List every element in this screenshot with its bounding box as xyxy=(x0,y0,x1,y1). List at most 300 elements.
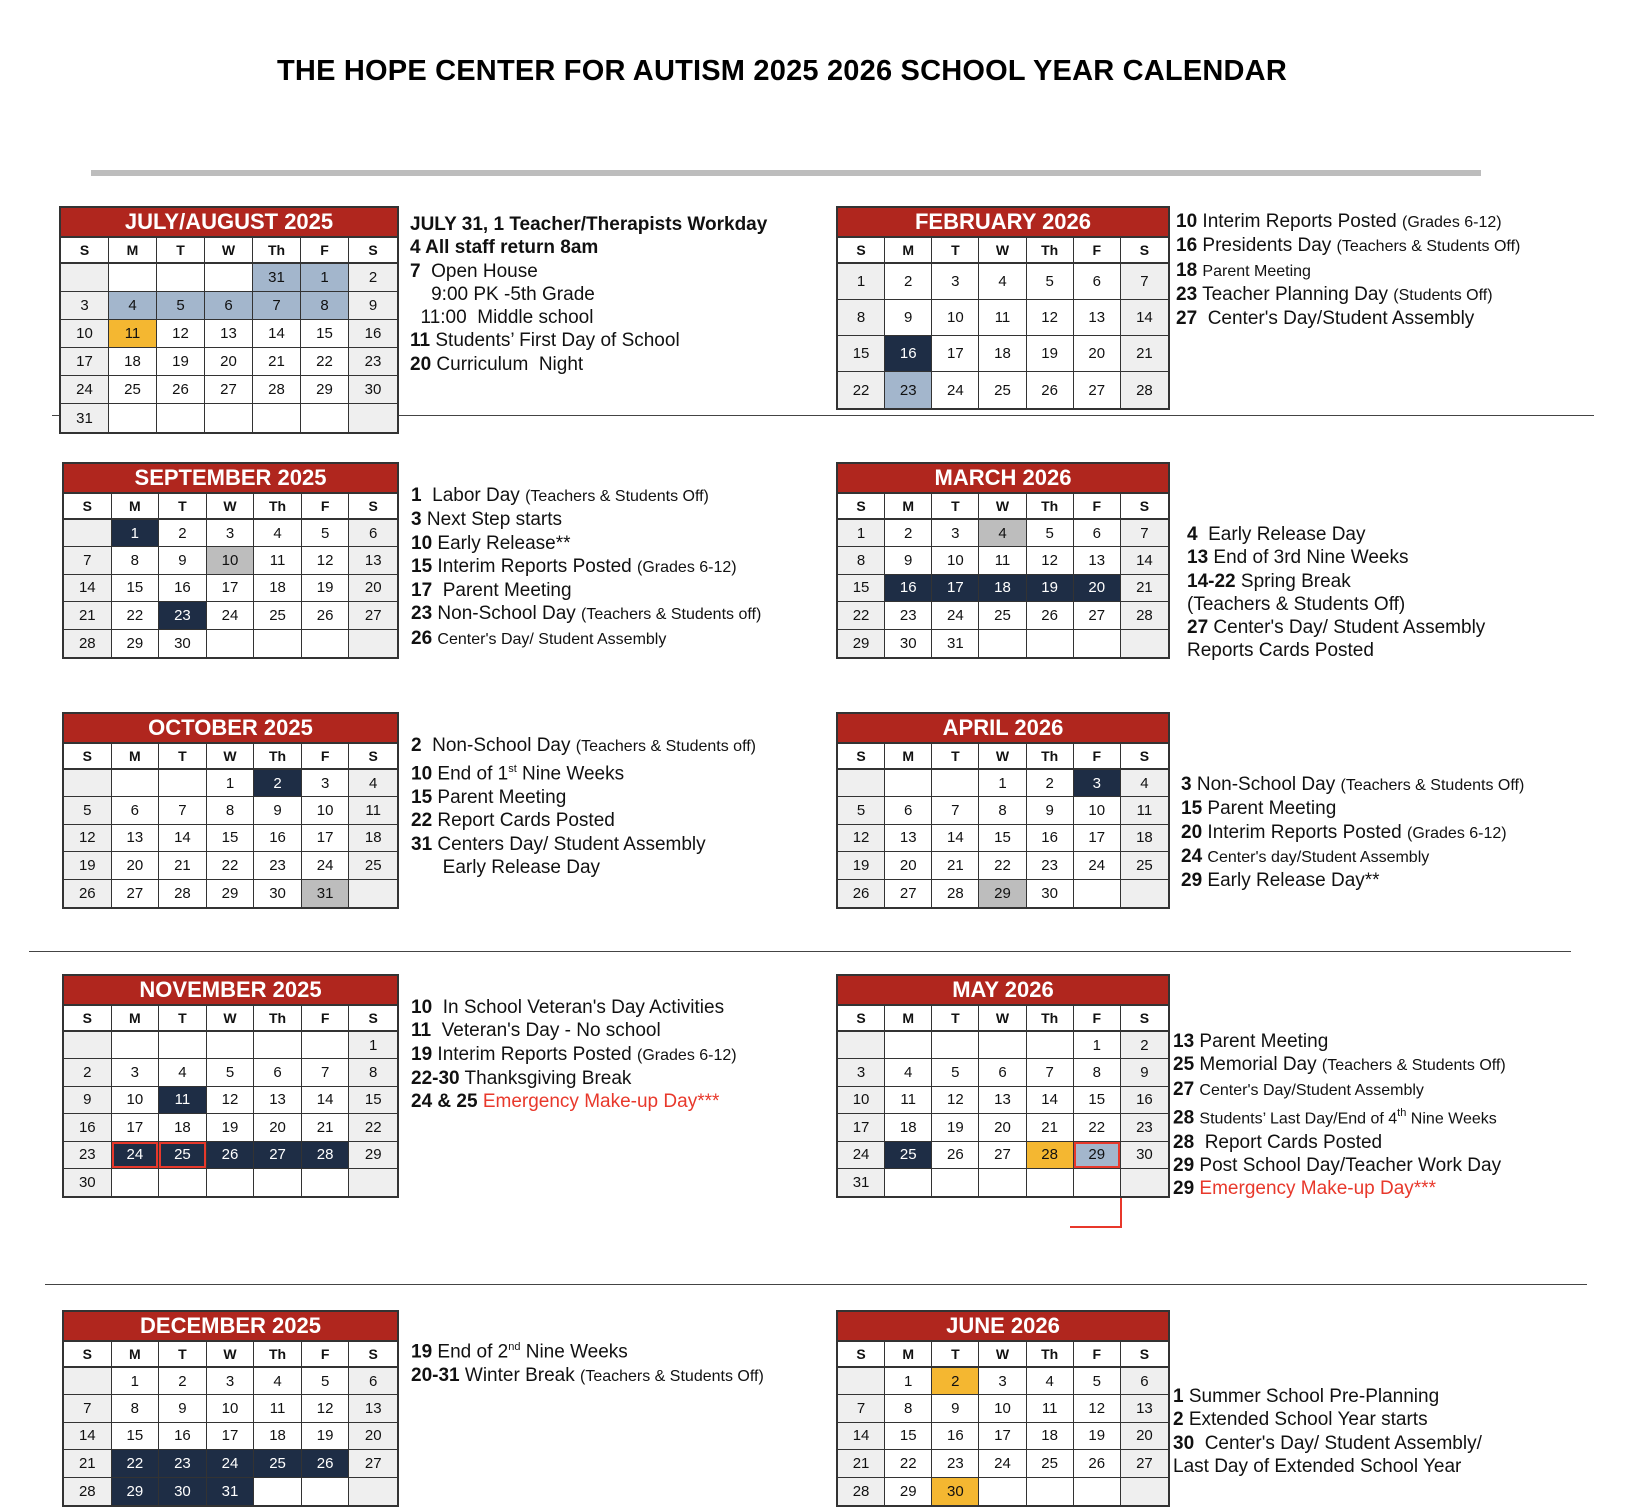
day-cell: 31 xyxy=(932,630,979,657)
day-cell: 3 xyxy=(1074,770,1121,797)
day-cell: 6 xyxy=(1121,1368,1168,1395)
day-cell: 30 xyxy=(1027,880,1074,907)
note-text: Early Release** xyxy=(437,532,571,554)
month-calendar-may xyxy=(836,974,1170,1198)
day-cell: 7 xyxy=(1027,1059,1074,1086)
day-cell: 14 xyxy=(64,575,112,602)
day-cell: 5 xyxy=(1074,1368,1121,1395)
note-detail: (Grades 6-12) xyxy=(637,558,737,576)
day-cell: 20 xyxy=(349,1423,397,1450)
day-cell: 7 xyxy=(253,292,301,320)
day-cell: 29 xyxy=(301,376,349,404)
note-text: Students’ First Day of School xyxy=(435,330,680,352)
day-cell: 4 xyxy=(159,1059,207,1086)
day-cell: 10 xyxy=(112,1087,160,1114)
day-cell: 12 xyxy=(1027,300,1074,336)
day-cell: 11 xyxy=(1121,797,1168,824)
empty-day-cell xyxy=(302,1478,350,1505)
day-cell: 2 xyxy=(1027,770,1074,797)
day-cell: 24 xyxy=(838,1142,885,1169)
note-detail: (Teachers & Students Off) xyxy=(525,488,709,505)
empty-day-cell xyxy=(159,1032,207,1059)
day-cell: 28 xyxy=(838,1478,885,1505)
day-cell: 19 xyxy=(207,1114,255,1141)
month-notes-oct xyxy=(411,734,756,879)
weekday-header: M xyxy=(885,238,932,264)
day-cell: 25 xyxy=(254,1450,302,1477)
day-cell: 12 xyxy=(932,1087,979,1114)
weekday-header: Th xyxy=(1027,744,1074,770)
day-cell: 12 xyxy=(64,825,112,852)
day-cell: 28 xyxy=(64,1478,112,1505)
note-text: Non-School Day xyxy=(437,603,576,625)
note-line xyxy=(1187,570,1485,593)
empty-day-cell xyxy=(254,1169,302,1196)
day-cell: 26 xyxy=(838,880,885,907)
day-cell: 25 xyxy=(885,1142,932,1169)
note-date: 10 xyxy=(411,532,433,554)
note-date: 10 xyxy=(411,763,433,785)
note-superscript: nd xyxy=(508,1341,521,1353)
note-text: (Teachers & Students Off) xyxy=(1187,593,1406,615)
note-text: Parent Meeting xyxy=(437,580,572,602)
day-cell: 22 xyxy=(979,852,1026,879)
empty-day-cell xyxy=(64,1032,112,1059)
day-cell: 18 xyxy=(254,1423,302,1450)
weekday-header: M xyxy=(112,494,160,520)
day-cell: 22 xyxy=(838,372,885,408)
note-text: Report Cards Posted xyxy=(1199,1131,1383,1153)
note-superscript: st xyxy=(508,763,517,776)
note-line xyxy=(1181,869,1524,892)
day-cell: 3 xyxy=(112,1059,160,1086)
note-date: 13 xyxy=(1173,1031,1195,1052)
note-text: Teacher/Therapists Workday xyxy=(509,214,768,235)
weekday-header: Th xyxy=(254,744,302,770)
day-cell: 5 xyxy=(838,797,885,824)
note-line xyxy=(410,283,767,306)
day-cell: 17 xyxy=(207,1423,255,1450)
day-cell: 16 xyxy=(349,320,397,348)
empty-day-cell xyxy=(205,264,253,292)
day-cell: 2 xyxy=(885,264,932,300)
note-text: Last Day of Extended School Year xyxy=(1173,1455,1462,1477)
note-detail: (Grades 6-12) xyxy=(1407,824,1507,842)
note-date: 3 xyxy=(1181,774,1192,795)
empty-day-cell xyxy=(1121,630,1168,657)
weekday-header: M xyxy=(885,1342,932,1368)
section-divider xyxy=(45,1284,1587,1285)
note-date: 24 xyxy=(1181,845,1203,867)
note-date: 22 xyxy=(411,810,433,832)
weekday-header: F xyxy=(1074,1006,1121,1032)
note-text: Non-School Day xyxy=(1196,774,1336,795)
day-cell: 26 xyxy=(207,1142,255,1169)
weekday-header: Th xyxy=(254,494,302,520)
day-cell: 4 xyxy=(349,770,397,797)
day-cell: 8 xyxy=(979,797,1026,824)
note-date: 2 xyxy=(1173,1409,1184,1431)
day-cell: 17 xyxy=(838,1114,885,1141)
weekday-header: S xyxy=(64,1342,112,1368)
empty-day-cell xyxy=(349,1169,397,1196)
day-cell: 23 xyxy=(349,348,397,376)
day-cell: 5 xyxy=(207,1059,255,1086)
note-text: Next Step starts xyxy=(426,509,563,531)
day-cell: 18 xyxy=(349,825,397,852)
day-cell: 11 xyxy=(349,797,397,824)
weekday-header: F xyxy=(302,494,350,520)
note-line xyxy=(411,1336,764,1364)
month-title: OCTOBER 2025 xyxy=(64,714,397,744)
day-cell: 5 xyxy=(1027,520,1074,547)
day-cell: 21 xyxy=(64,602,112,629)
weekday-header: S xyxy=(838,744,885,770)
note-line xyxy=(410,260,767,283)
title-divider xyxy=(91,170,1481,176)
day-cell: 24 xyxy=(302,852,350,879)
note-date: 20 xyxy=(410,353,432,375)
day-cell: 13 xyxy=(1074,547,1121,574)
note-text: Memorial Day xyxy=(1199,1054,1317,1076)
day-cell: 3 xyxy=(302,770,350,797)
day-cell: 11 xyxy=(109,320,157,348)
day-cell: 13 xyxy=(979,1087,1026,1114)
note-detail: (Teachers & Students off) xyxy=(575,738,757,755)
day-cell: 17 xyxy=(979,1423,1026,1450)
note-text: Reports Cards Posted xyxy=(1187,640,1374,662)
day-cell: 25 xyxy=(1121,852,1168,879)
note-date: 19 xyxy=(411,1341,433,1363)
weekday-header: T xyxy=(159,744,207,770)
weekday-header: Th xyxy=(254,1006,302,1032)
day-cell: 27 xyxy=(885,880,932,907)
day-cell: 15 xyxy=(207,825,255,852)
day-cell: 22 xyxy=(112,1450,160,1477)
note-line xyxy=(411,786,756,809)
day-cell: 16 xyxy=(932,1423,979,1450)
weekday-header: F xyxy=(1074,744,1121,770)
note-date: 27 xyxy=(1176,308,1198,330)
day-cell: 2 xyxy=(159,520,207,547)
empty-day-cell xyxy=(302,630,350,657)
note-date: 20 xyxy=(1181,821,1203,843)
weekday-header: Th xyxy=(1027,494,1074,520)
empty-day-cell xyxy=(979,1032,1026,1059)
day-cell: 28 xyxy=(253,376,301,404)
empty-day-cell xyxy=(1121,1478,1168,1505)
empty-day-cell xyxy=(349,1478,397,1505)
weekday-header: S xyxy=(64,744,112,770)
note-date: 15 xyxy=(1181,798,1203,820)
weekday-header: S xyxy=(838,238,885,264)
note-text: Parent Meeting xyxy=(437,786,567,808)
weekday-header: T xyxy=(159,1342,207,1368)
emergency-makeup-marker xyxy=(1070,1198,1122,1228)
day-cell: 19 xyxy=(1027,336,1074,372)
note-line xyxy=(410,213,767,236)
weekday-header: F xyxy=(301,238,349,264)
day-cell: 19 xyxy=(1027,575,1074,602)
day-cell: 25 xyxy=(109,376,157,404)
note-line xyxy=(1176,234,1520,258)
day-cell: 2 xyxy=(349,264,397,292)
day-cell: 2 xyxy=(254,770,302,797)
day-cell: 18 xyxy=(254,575,302,602)
day-cell: 12 xyxy=(207,1087,255,1114)
note-date: 27 xyxy=(1173,1078,1195,1100)
note-line xyxy=(1187,616,1485,639)
note-detail: (Teachers & Students Off) xyxy=(579,1367,764,1385)
day-cell: 22 xyxy=(1074,1114,1121,1141)
day-cell: 12 xyxy=(302,1395,350,1422)
note-text: Interim Reports Posted xyxy=(437,1043,632,1065)
day-cell: 22 xyxy=(112,602,160,629)
note-line xyxy=(411,809,756,832)
note-line xyxy=(1187,523,1485,546)
note-date: 28 xyxy=(1173,1107,1195,1129)
day-cell: 31 xyxy=(253,264,301,292)
day-cell: 7 xyxy=(64,1395,112,1422)
note-line xyxy=(410,306,767,329)
day-cell: 4 xyxy=(109,292,157,320)
day-cell: 8 xyxy=(349,1059,397,1086)
note-date: 17 xyxy=(411,580,433,602)
empty-day-cell xyxy=(349,404,397,432)
empty-day-cell xyxy=(205,404,253,432)
note-detail: (Students Off) xyxy=(1393,286,1493,304)
note-date: 23 xyxy=(1176,283,1198,305)
day-cell: 10 xyxy=(932,300,979,336)
weekday-header: M xyxy=(109,238,157,264)
day-cell: 8 xyxy=(112,1395,160,1422)
day-cell: 21 xyxy=(253,348,301,376)
note-text: End of 3rd Nine Weeks xyxy=(1213,547,1409,569)
empty-day-cell xyxy=(838,1368,885,1395)
day-cell: 7 xyxy=(1121,520,1168,547)
note-line xyxy=(411,758,756,786)
day-cell: 18 xyxy=(979,575,1026,602)
note-date: 24 & 25 xyxy=(411,1091,478,1113)
day-cell: 27 xyxy=(349,1450,397,1477)
weekday-header: S xyxy=(1121,238,1168,264)
empty-day-cell xyxy=(1074,880,1121,907)
day-cell: 2 xyxy=(1121,1032,1168,1059)
day-cell: 5 xyxy=(932,1059,979,1086)
weekday-header: W xyxy=(207,1006,255,1032)
day-cell: 11 xyxy=(885,1087,932,1114)
weekday-header: W xyxy=(979,1342,1026,1368)
month-notes-jun xyxy=(1173,1385,1482,1478)
empty-day-cell xyxy=(1121,880,1168,907)
note-text-cont: Nine Weeks xyxy=(520,1341,628,1363)
note-date: 4 xyxy=(410,237,421,259)
weekday-header: S xyxy=(61,238,109,264)
empty-day-cell xyxy=(1027,630,1074,657)
day-cell: 8 xyxy=(838,300,885,336)
empty-day-cell xyxy=(64,520,112,547)
note-detail: Parent Meeting xyxy=(1202,262,1311,280)
day-cell: 31 xyxy=(838,1169,885,1196)
note-line xyxy=(411,484,761,508)
weekday-header: S xyxy=(1121,494,1168,520)
day-cell: 11 xyxy=(254,1395,302,1422)
day-cell: 8 xyxy=(885,1395,932,1422)
note-text: Curriculum Night xyxy=(436,353,584,375)
note-date: 10 xyxy=(1176,211,1198,232)
day-cell: 12 xyxy=(1027,547,1074,574)
day-cell: 9 xyxy=(885,547,932,574)
day-cell: 26 xyxy=(1074,1450,1121,1477)
month-title: APRIL 2026 xyxy=(838,714,1168,744)
note-date: 4 xyxy=(1187,524,1198,545)
note-text: Report Cards Posted xyxy=(437,810,615,832)
weekday-header: T xyxy=(932,1342,979,1368)
day-cell: 14 xyxy=(1121,547,1168,574)
day-cell: 3 xyxy=(207,1368,255,1395)
empty-day-cell xyxy=(207,1169,255,1196)
month-notes-jul-aug xyxy=(410,213,767,376)
weekday-header: W xyxy=(979,238,1026,264)
month-notes-nov xyxy=(411,996,737,1113)
note-line xyxy=(411,1067,737,1090)
day-cell: 12 xyxy=(838,825,885,852)
day-cell: 29 xyxy=(979,880,1026,907)
weekday-header: S xyxy=(1121,1006,1168,1032)
note-line xyxy=(1181,821,1524,845)
day-cell: 21 xyxy=(838,1450,885,1477)
day-cell: 29 xyxy=(838,630,885,657)
day-cell: 24 xyxy=(932,372,979,408)
note-detail: Center's Day/ Student Assembly xyxy=(437,630,667,648)
day-cell: 15 xyxy=(838,336,885,372)
day-cell: 20 xyxy=(1121,1423,1168,1450)
empty-day-cell xyxy=(112,770,160,797)
day-cell: 5 xyxy=(302,520,350,547)
day-cell: 17 xyxy=(112,1114,160,1141)
day-cell: 13 xyxy=(1074,300,1121,336)
day-cell: 22 xyxy=(838,602,885,629)
day-cell: 19 xyxy=(838,852,885,879)
note-detail: (Teachers & Students Off) xyxy=(1321,1057,1506,1075)
note-line xyxy=(1173,1102,1506,1131)
note-line xyxy=(1176,210,1520,234)
day-cell: 6 xyxy=(254,1059,302,1086)
note-line xyxy=(411,602,761,626)
empty-day-cell xyxy=(159,770,207,797)
note-line xyxy=(411,856,756,879)
empty-day-cell xyxy=(1074,1478,1121,1505)
note-date: 20-31 xyxy=(411,1364,460,1386)
day-cell: 17 xyxy=(932,575,979,602)
day-cell: 11 xyxy=(159,1087,207,1114)
weekday-header: F xyxy=(1074,1342,1121,1368)
month-calendar-feb xyxy=(836,206,1170,410)
day-cell: 26 xyxy=(1027,372,1074,408)
note-text: Parent Meeting xyxy=(1199,1031,1329,1052)
day-cell: 6 xyxy=(112,797,160,824)
day-cell: 20 xyxy=(1074,336,1121,372)
day-cell: 26 xyxy=(302,1450,350,1477)
note-date: 26 xyxy=(411,627,433,649)
note-text: Veteran's Day - No school xyxy=(436,1020,661,1042)
weekday-header: F xyxy=(302,1006,350,1032)
weekday-header: Th xyxy=(254,1342,302,1368)
day-cell: 17 xyxy=(932,336,979,372)
note-line xyxy=(411,532,761,555)
day-cell: 10 xyxy=(61,320,109,348)
weekday-header: W xyxy=(207,494,255,520)
day-cell: 18 xyxy=(885,1114,932,1141)
day-cell: 18 xyxy=(159,1114,207,1141)
day-cell: 3 xyxy=(61,292,109,320)
note-line xyxy=(1181,845,1524,869)
note-date: 15 xyxy=(411,555,433,577)
weekday-header: Th xyxy=(1027,1342,1074,1368)
note-text: Summer School Pre-Planning xyxy=(1188,1386,1440,1407)
weekday-header: T xyxy=(159,494,207,520)
note-text: Centers Day/ Student Assembly xyxy=(437,833,706,855)
empty-day-cell xyxy=(1027,1169,1074,1196)
day-cell: 6 xyxy=(979,1059,1026,1086)
empty-day-cell xyxy=(302,1169,350,1196)
day-cell: 28 xyxy=(1121,372,1168,408)
day-cell: 14 xyxy=(302,1087,350,1114)
empty-day-cell xyxy=(979,1478,1026,1505)
month-calendar-oct xyxy=(62,712,399,909)
day-cell: 19 xyxy=(157,348,205,376)
day-cell: 4 xyxy=(979,520,1026,547)
note-line xyxy=(1187,639,1485,662)
note-date: 27 xyxy=(1187,617,1209,639)
note-line xyxy=(410,329,767,352)
day-cell: 12 xyxy=(302,547,350,574)
empty-day-cell xyxy=(932,1032,979,1059)
month-title: MAY 2026 xyxy=(838,976,1168,1006)
note-line xyxy=(1187,593,1485,616)
weekday-header: F xyxy=(302,744,350,770)
note-date: 3 xyxy=(411,509,422,531)
day-cell: 20 xyxy=(885,852,932,879)
day-cell: 14 xyxy=(932,825,979,852)
note-line xyxy=(1173,1078,1506,1102)
day-cell: 17 xyxy=(1074,825,1121,852)
day-cell: 23 xyxy=(885,602,932,629)
day-cell: 1 xyxy=(1074,1032,1121,1059)
weekday-header: Th xyxy=(1027,238,1074,264)
weekday-header: W xyxy=(205,238,253,264)
weekday-header: F xyxy=(302,1342,350,1368)
day-cell: 20 xyxy=(112,852,160,879)
day-cell: 19 xyxy=(932,1114,979,1141)
day-cell: 21 xyxy=(1121,336,1168,372)
day-cell: 1 xyxy=(838,264,885,300)
note-text-cont: Nine Weeks xyxy=(516,763,625,785)
month-title: JULY/AUGUST 2025 xyxy=(61,208,397,238)
note-line xyxy=(411,627,761,651)
day-cell: 26 xyxy=(157,376,205,404)
day-cell: 5 xyxy=(157,292,205,320)
day-cell: 19 xyxy=(64,852,112,879)
day-cell: 1 xyxy=(885,1368,932,1395)
section-divider xyxy=(29,951,1571,952)
day-cell: 4 xyxy=(254,1368,302,1395)
note-date: 30 xyxy=(1173,1432,1195,1454)
note-date: 10 xyxy=(411,997,433,1018)
day-cell: 6 xyxy=(1074,264,1121,300)
weekday-header: F xyxy=(1074,238,1121,264)
day-cell: 25 xyxy=(979,372,1026,408)
